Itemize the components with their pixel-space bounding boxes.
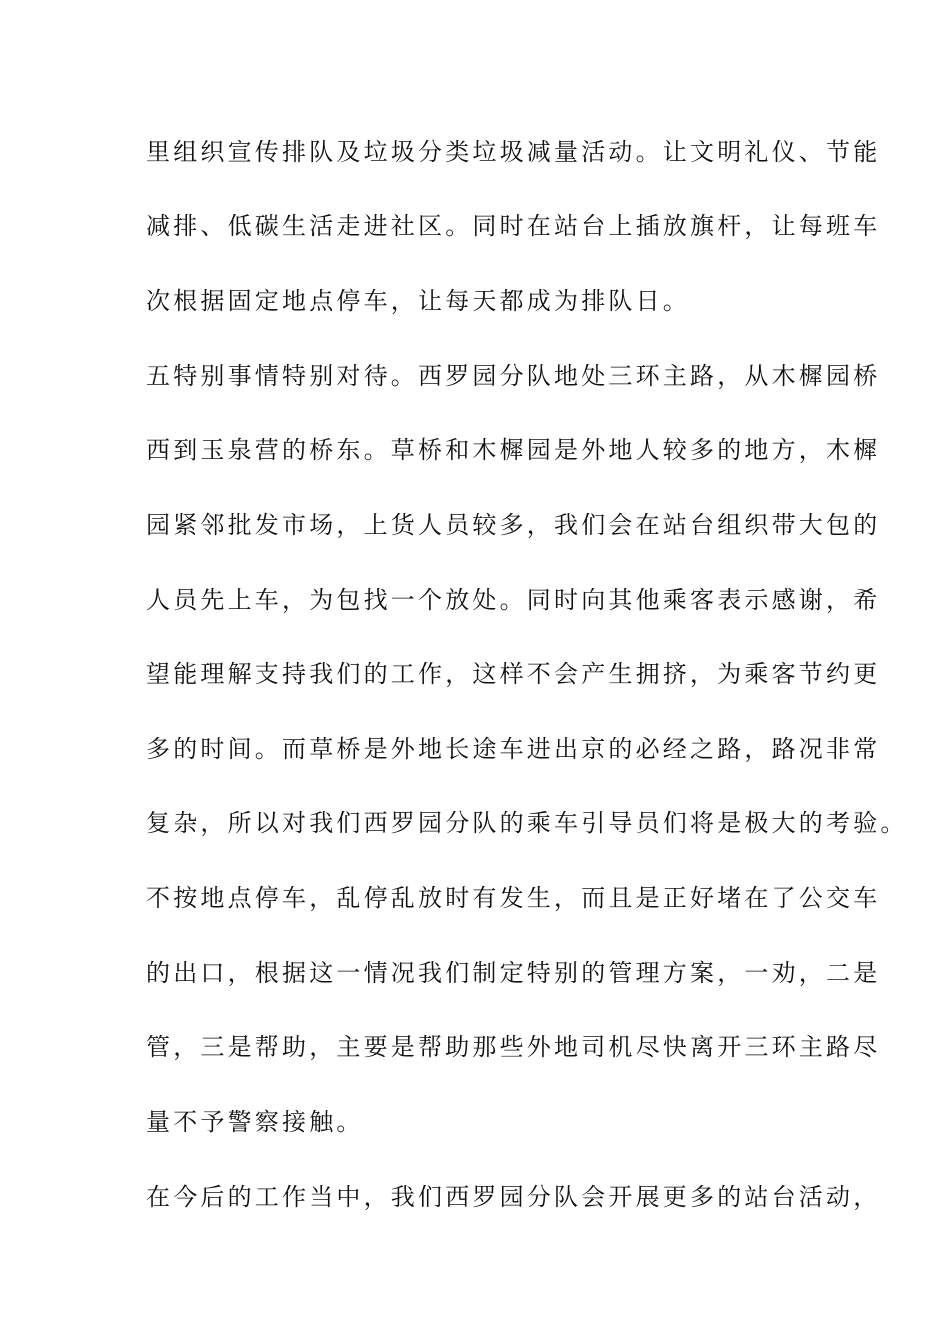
text-line-4: 五特别事情特别对待。西罗园分队地处三环主路，从木樨园桥 [146, 362, 881, 390]
text-line-3: 次根据固定地点停车，让每天都成为排队日。 [146, 287, 690, 315]
text-line-7: 人员先上车，为包找一个放处。同时向其他乘客表示感谢，希 [146, 586, 881, 614]
text-line-10: 复杂，所以对我们西罗园分队的乘车引导员们将是极大的考验。 [146, 809, 908, 837]
text-line-12: 的出口，根据这一情况我们制定特别的管理方案，一劝，二是 [146, 959, 881, 987]
text-line-5: 西到玉泉营的桥东。草桥和木樨园是外地人较多的地方，木樨 [146, 436, 881, 464]
text-line-6: 园紧邻批发市场，上货人员较多，我们会在站台组织带大包的 [146, 511, 881, 539]
text-line-14: 量不予警察接触。 [146, 1108, 364, 1136]
text-line-9: 多的时间。而草桥是外地长途车进出京的必经之路，路况非常 [146, 735, 881, 763]
text-line-15: 在今后的工作当中，我们西罗园分队会开展更多的站台活动， [146, 1183, 881, 1211]
text-line-13: 管，三是帮助，主要是帮助那些外地司机尽快离开三环主路尽 [146, 1033, 881, 1061]
text-line-11: 不按地点停车，乱停乱放时有发生，而且是正好堵在了公交车 [146, 884, 881, 912]
text-line-8: 望能理解支持我们的工作，这样不会产生拥挤，为乘客节约更 [146, 660, 881, 688]
text-line-1: 里组织宣传排队及垃圾分类垃圾减量活动。让文明礼仪、节能 [146, 138, 881, 166]
text-line-2: 减排、低碳生活走进社区。同时在站台上插放旗杆，让每班车 [146, 212, 881, 240]
